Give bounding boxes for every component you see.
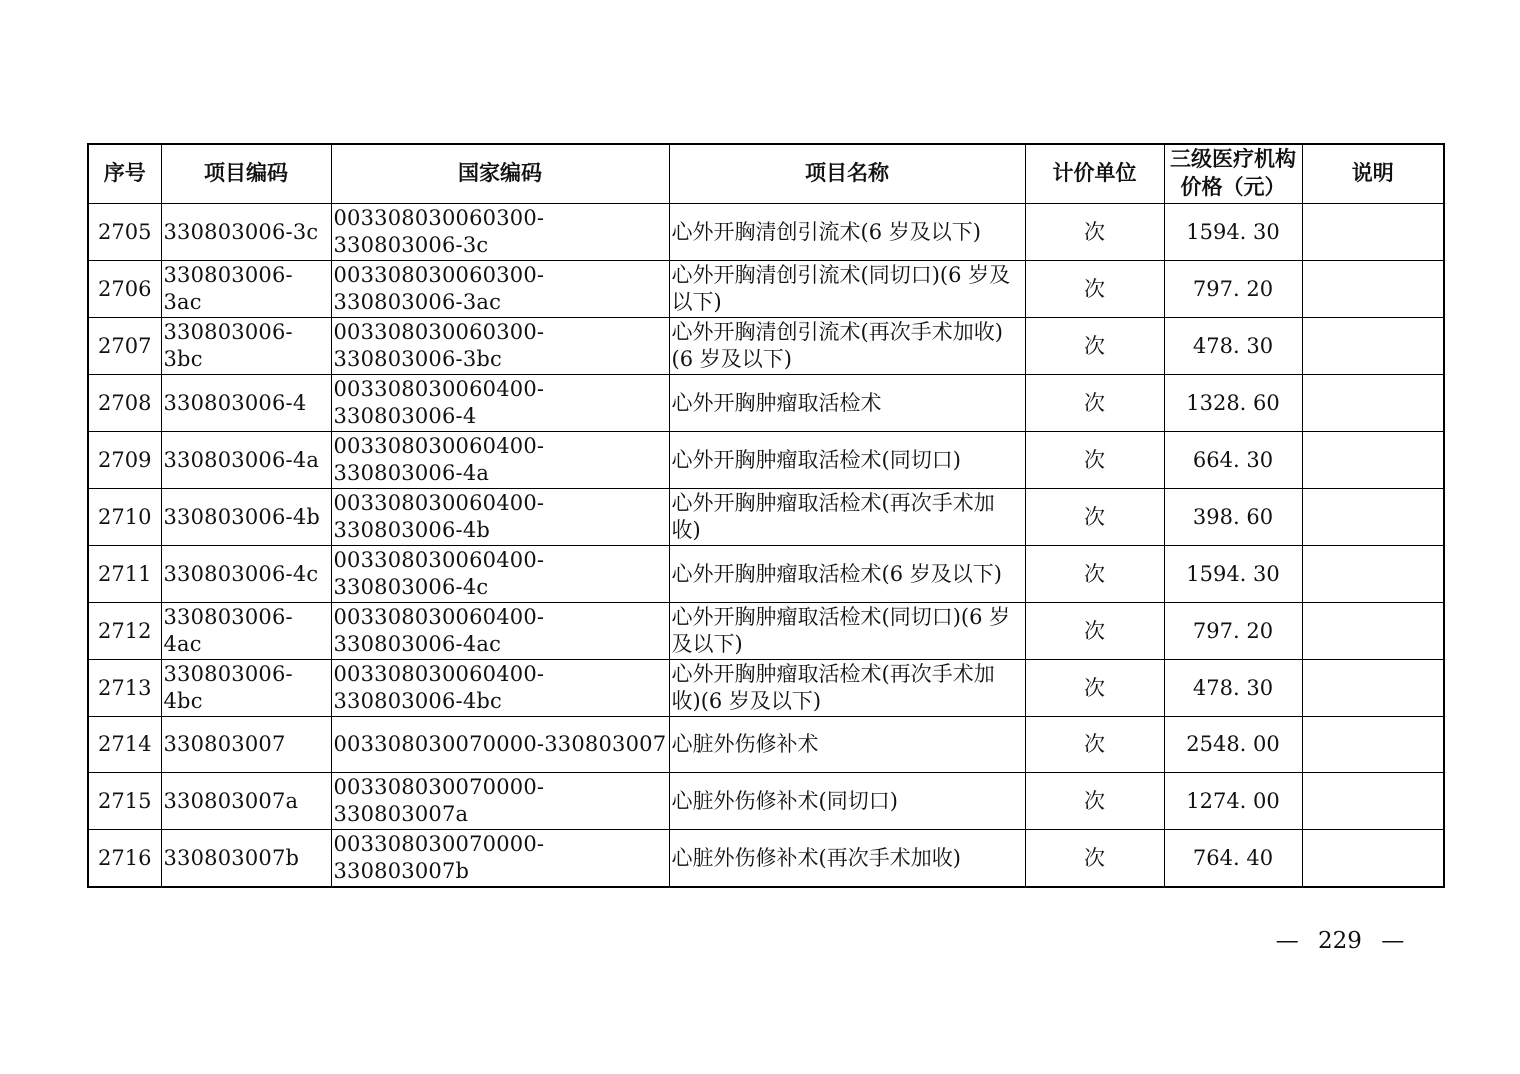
cell-unit: 次 [1025, 546, 1164, 603]
cell-unit: 次 [1025, 489, 1164, 546]
cell-unit: 次 [1025, 375, 1164, 432]
cell-seq: 2705 [88, 204, 161, 261]
table-row [88, 375, 1444, 432]
cell-national-code: 003308030060400-330803006-4 [331, 375, 669, 432]
cell-seq: 2708 [88, 375, 161, 432]
header-project-name: 项目名称 [669, 144, 1025, 204]
cell-note [1302, 660, 1444, 717]
cell-price: 478. 30 [1164, 660, 1302, 717]
cell-national-code: 003308030060400-330803006-4bc [331, 660, 669, 717]
cell-note [1302, 546, 1444, 603]
cell-national-code: 003308030060400-330803006-4ac [331, 603, 669, 660]
cell-project-name: 心外开胸肿瘤取活检术(再次手术加收)(6 岁及以下) [669, 660, 1025, 717]
cell-price: 2548. 00 [1164, 717, 1302, 773]
cell-note [1302, 489, 1444, 546]
cell-project-name: 心外开胸肿瘤取活检术(同切口) [669, 432, 1025, 489]
cell-seq: 2706 [88, 261, 161, 318]
cell-note [1302, 261, 1444, 318]
cell-note [1302, 318, 1444, 375]
header-note: 说明 [1302, 144, 1444, 204]
cell-project-code: 330803006-4c [161, 546, 331, 603]
cell-note [1302, 375, 1444, 432]
cell-project-name: 心外开胸清创引流术(6 岁及以下) [669, 204, 1025, 261]
cell-national-code: 003308030070000-330803007 [331, 717, 669, 773]
table-row [88, 830, 1444, 888]
cell-note [1302, 603, 1444, 660]
cell-project-name: 心外开胸肿瘤取活检术(再次手术加收) [669, 489, 1025, 546]
table-row [88, 660, 1444, 717]
cell-seq: 2713 [88, 660, 161, 717]
cell-price: 664. 30 [1164, 432, 1302, 489]
cell-project-name: 心脏外伤修补术(再次手术加收) [669, 830, 1025, 888]
header-project-code: 项目编码 [161, 144, 331, 204]
cell-price: 1594. 30 [1164, 204, 1302, 261]
cell-price: 478. 30 [1164, 318, 1302, 375]
cell-national-code: 003308030060400-330803006-4a [331, 432, 669, 489]
cell-project-name: 心脏外伤修补术 [669, 717, 1025, 773]
cell-national-code: 003308030070000-330803007a [331, 773, 669, 830]
cell-unit: 次 [1025, 773, 1164, 830]
header-seq: 序号 [88, 144, 161, 204]
cell-seq: 2715 [88, 773, 161, 830]
cell-price: 1594. 30 [1164, 546, 1302, 603]
cell-seq: 2712 [88, 603, 161, 660]
cell-unit: 次 [1025, 432, 1164, 489]
table-header-row [88, 144, 1444, 204]
cell-note [1302, 773, 1444, 830]
cell-unit: 次 [1025, 261, 1164, 318]
cell-project-name: 心外开胸清创引流术(再次手术加收)(6 岁及以下) [669, 318, 1025, 375]
cell-project-code: 330803006-3bc [161, 318, 331, 375]
cell-national-code: 003308030060300-330803006-3ac [331, 261, 669, 318]
cell-price: 398. 60 [1164, 489, 1302, 546]
header-tier3-price: 三级医疗机构价格（元） [1164, 144, 1302, 204]
header-national-code: 国家编码 [331, 144, 669, 204]
cell-seq: 2709 [88, 432, 161, 489]
cell-project-code: 330803006-3c [161, 204, 331, 261]
table-row [88, 773, 1444, 830]
cell-project-code: 330803006-4 [161, 375, 331, 432]
cell-price: 1328. 60 [1164, 375, 1302, 432]
cell-seq: 2714 [88, 717, 161, 773]
cell-unit: 次 [1025, 660, 1164, 717]
table-row [88, 546, 1444, 603]
cell-project-code: 330803006-4b [161, 489, 331, 546]
table-row [88, 717, 1444, 773]
cell-national-code: 003308030070000-330803007b [331, 830, 669, 888]
cell-price: 1274. 00 [1164, 773, 1302, 830]
cell-national-code: 003308030060400-330803006-4c [331, 546, 669, 603]
cell-note [1302, 717, 1444, 773]
cell-project-name: 心脏外伤修补术(同切口) [669, 773, 1025, 830]
cell-note [1302, 432, 1444, 489]
cell-seq: 2716 [88, 830, 161, 888]
cell-price: 797. 20 [1164, 603, 1302, 660]
header-unit: 计价单位 [1025, 144, 1164, 204]
cell-unit: 次 [1025, 204, 1164, 261]
cell-seq: 2710 [88, 489, 161, 546]
cell-project-name: 心外开胸清创引流术(同切口)(6 岁及以下) [669, 261, 1025, 318]
cell-unit: 次 [1025, 603, 1164, 660]
cell-project-code: 330803007 [161, 717, 331, 773]
cell-project-name: 心外开胸肿瘤取活检术(6 岁及以下) [669, 546, 1025, 603]
cell-price: 797. 20 [1164, 261, 1302, 318]
cell-project-name: 心外开胸肿瘤取活检术(同切口)(6 岁及以下) [669, 603, 1025, 660]
cell-project-code: 330803006-4ac [161, 603, 331, 660]
medical-price-table [87, 143, 1445, 888]
page-number: — 229 — [1275, 928, 1405, 954]
cell-note [1302, 204, 1444, 261]
cell-project-code: 330803006-4a [161, 432, 331, 489]
table-row [88, 489, 1444, 546]
cell-note [1302, 830, 1444, 888]
table-row [88, 603, 1444, 660]
cell-seq: 2711 [88, 546, 161, 603]
cell-seq: 2707 [88, 318, 161, 375]
cell-unit: 次 [1025, 830, 1164, 888]
cell-price: 764. 40 [1164, 830, 1302, 888]
table-row [88, 204, 1444, 261]
cell-unit: 次 [1025, 717, 1164, 773]
cell-national-code: 003308030060300-330803006-3c [331, 204, 669, 261]
table-row [88, 318, 1444, 375]
cell-unit: 次 [1025, 318, 1164, 375]
cell-project-code: 330803006-4bc [161, 660, 331, 717]
cell-national-code: 003308030060400-330803006-4b [331, 489, 669, 546]
table-row [88, 432, 1444, 489]
cell-project-code: 330803007a [161, 773, 331, 830]
table-row [88, 261, 1444, 318]
cell-project-code: 330803006-3ac [161, 261, 331, 318]
cell-project-code: 330803007b [161, 830, 331, 888]
cell-project-name: 心外开胸肿瘤取活检术 [669, 375, 1025, 432]
cell-national-code: 003308030060300-330803006-3bc [331, 318, 669, 375]
